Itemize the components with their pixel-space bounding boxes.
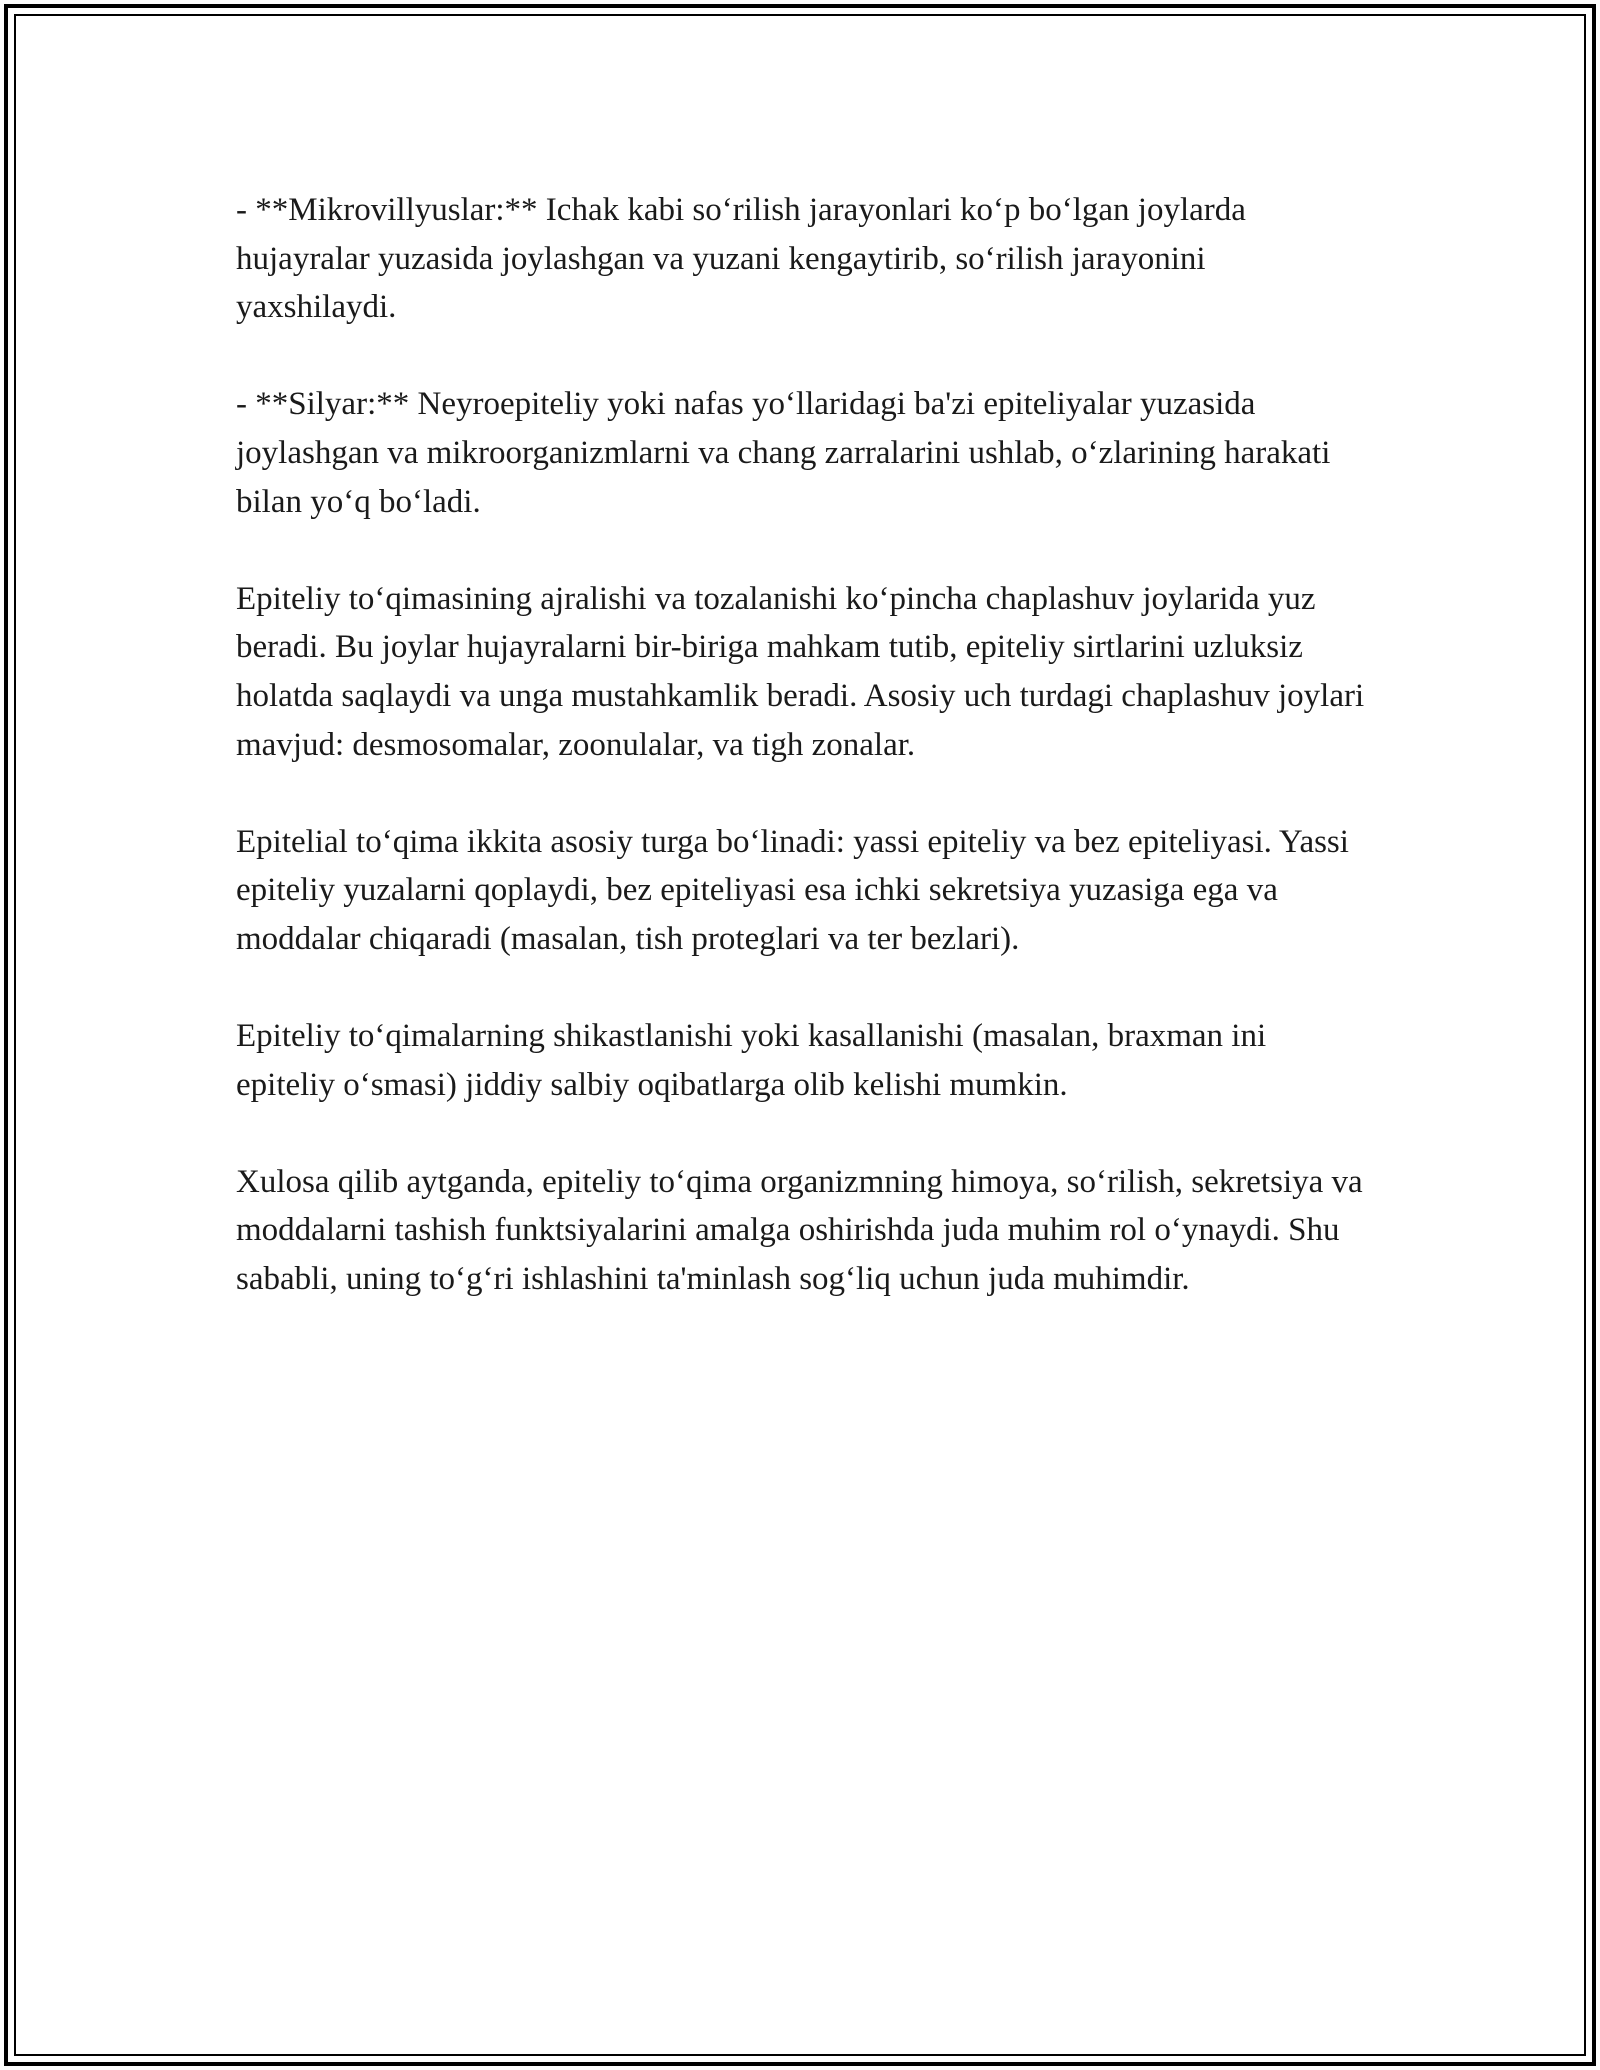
paragraph-silyar: - **Silyar:** Neyroepiteliy yoki nafas yo‘llaridagi ba'zi epiteliyalar yuzasida joylashgan va mikroorganizmlarni va chang zarralarini ushlab, o‘zlarining harakati bilan yo‘q bo‘ladi. bbox=[236, 386, 1331, 520]
document-body bbox=[236, 186, 1366, 1352]
paragraph-epitelial-turlari: Epitelial to‘qima ikkita asosiy turga bo‘linadi: yassi epiteliy va bez epiteliyasi. Yassi epiteliy yuzalarni qoplaydi, bez epiteliyasi esa ichki sekretsiya yuzasiga ega va moddalar chiqaradi (masalan, tish proteglari va ter bezlari). bbox=[236, 823, 1349, 957]
paragraph-mikrovillyuslar: - **Mikrovillyuslar:** Ichak kabi so‘rilish jarayonlari ko‘p bo‘lgan joylarda hujayralar yuzasida joylashgan va yuzani kengaytirib, so‘rilish jarayonini yaxshilaydi. bbox=[236, 192, 1246, 326]
paragraph-xulosa: Xulosa qilib aytganda, epiteliy to‘qima organizmning himoya, so‘rilish, sekretsiya va moddalarni tashish funktsiyalarini amalga oshirishda juda muhim rol o‘ynaydi. Shu sababli, uning to‘g‘ri ishlashini ta'minlash sog‘liq uchun juda muhimdir. bbox=[236, 1163, 1363, 1298]
paragraph-chaplashuv: Epiteliy to‘qimasining ajralishi va tozalanishi ko‘pincha chaplashuv joylarida yuz beradi. Bu joylar hujayralarni bir-biriga mahkam tutib, epiteliy sirtlarini uzluksiz holatda saqlaydi va unga mustahkamlik beradi. Asosiy uch turdagi chaplashuv joylari mavjud: desmosomalar, zoonulalar, va tigh zonalar. bbox=[236, 580, 1365, 763]
paragraph-shikastlanish: Epiteliy to‘qimalarning shikastlanishi yoki kasallanishi (masalan, braxman ini epiteliy o‘smasi) jiddiy salbiy oqibatlarga olib kelishi mumkin. bbox=[236, 1018, 1267, 1103]
